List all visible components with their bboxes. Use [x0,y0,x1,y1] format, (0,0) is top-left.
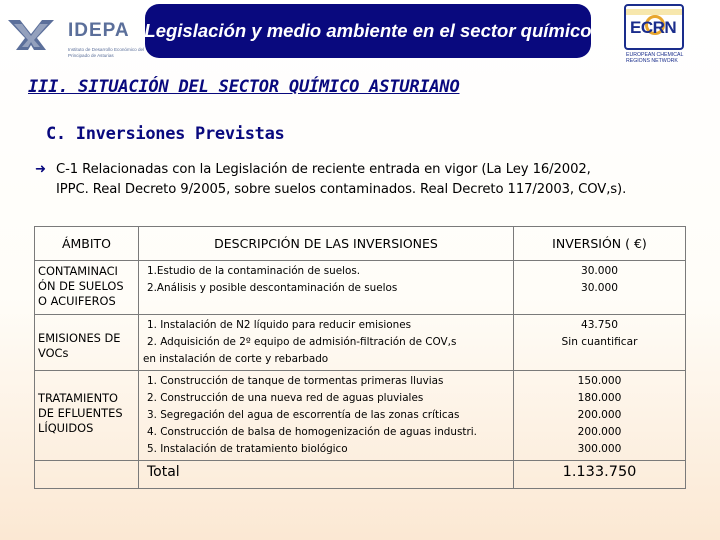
descripcion-line: 4. Construcción de balsa de homogenización de aguas industri. [147,426,477,438]
bullet-item [35,160,717,200]
descripcion-line: 1.Estudio de la contaminación de suelos. [147,265,361,277]
descripcion-line: 2. Construcción de una nueva red de aguas pluviales [147,392,424,404]
descripcion-line: 5. Instalación de tratamiento biológico [147,443,348,455]
inversion-cell [514,315,686,371]
section-title: III. SITUACIÓN DEL SECTOR QUÍMICO ASTURIANO [28,77,460,97]
ambito-line: VOCs [38,346,69,360]
banner-title: Legislación y medio ambiente en el sector químico [144,20,592,41]
header-inversion: INVERSIÓN ( €) [514,227,686,261]
inversion-value: 180.000 [577,392,622,404]
ambito-cell [35,315,139,371]
descripcion-cell [139,261,514,315]
inversion-value: 30.000 [580,282,619,294]
descripcion-line: 2. Adquisición de 2º equipo de admisión-filtración de COV,s [147,336,457,348]
descripcion-line: 1. Instalación de N2 líquido para reducir emisiones [147,319,412,331]
descripcion-line: en instalación de corte y rebarbado [143,353,329,365]
inversion-cell [514,261,686,315]
header-descripcion: DESCRIPCIÓN DE LAS INVERSIONES [139,227,514,261]
inversion-value: 200.000 [577,409,622,421]
inversion-cell [514,371,686,461]
table-header-row [35,227,686,261]
table-row [35,261,686,315]
ecrn-caption: EUROPEAN CHEMICAL REGIONS NETWORK [626,52,684,65]
bullet-line-1: C-1 Relacionadas con la Legislación de reciente entrada en vigor (La Ley 16/2002, [56,162,591,177]
ambito-line: ÓN DE SUELOS [38,279,124,293]
table-row [35,315,686,371]
ambito-cell [35,371,139,461]
idepa-logo [6,10,145,68]
total-label: Total [139,461,514,489]
descripcion-line: 3. Segregación del agua de escorrentía de las zonas críticas [147,409,460,421]
header-ambito: ÁMBITO [35,227,139,261]
header-banner [145,4,591,58]
idepa-subtitle: Instituto de Desarrollo Económico del Principado de Asturias [68,47,145,58]
table-row [35,371,686,461]
ambito-line: O ACUIFEROS [38,294,116,308]
descripcion-line: 1. Construcción de tanque de tormentas primeras lluvias [147,375,444,387]
ambito-line: LÍQUIDOS [38,421,94,435]
ecrn-wordmark: ECRN [630,18,677,37]
ecrn-logo [624,4,690,66]
idepa-emblem-icon [6,14,56,54]
inversion-value: 200.000 [577,426,622,438]
descripcion-cell [139,315,514,371]
subsection-title: C. Inversiones Previstas [46,124,285,144]
descripcion-cell [139,371,514,461]
investment-table [34,226,686,489]
ambito-cell [35,261,139,315]
bullet-line-2: IPPC. Real Decreto 9/2005, sobre suelos contaminados. Real Decreto 117/2003, COV,s). [56,182,627,197]
inversion-value: 300.000 [577,443,622,455]
arrow-right-icon: ➜ [35,162,47,177]
descripcion-line: 2.Análisis y posible descontaminación de suelos [147,282,398,294]
total-empty-cell [35,461,139,489]
table-total-row [35,461,686,489]
ecrn-emblem [624,4,684,50]
ambito-line: TRATAMIENTO [38,391,119,405]
inversion-value: 43.750 [580,319,619,331]
ambito-line: CONTAMINACI [38,264,118,278]
inversion-value: Sin cuantificar [561,336,638,348]
idepa-wordmark: IDEPA [68,20,130,41]
total-value: 1.133.750 [514,461,686,489]
inversion-value: 30.000 [580,265,619,277]
ambito-line: DE EFLUENTES [38,406,123,420]
inversion-value: 150.000 [577,375,622,387]
ambito-line: EMISIONES DE [38,331,121,345]
